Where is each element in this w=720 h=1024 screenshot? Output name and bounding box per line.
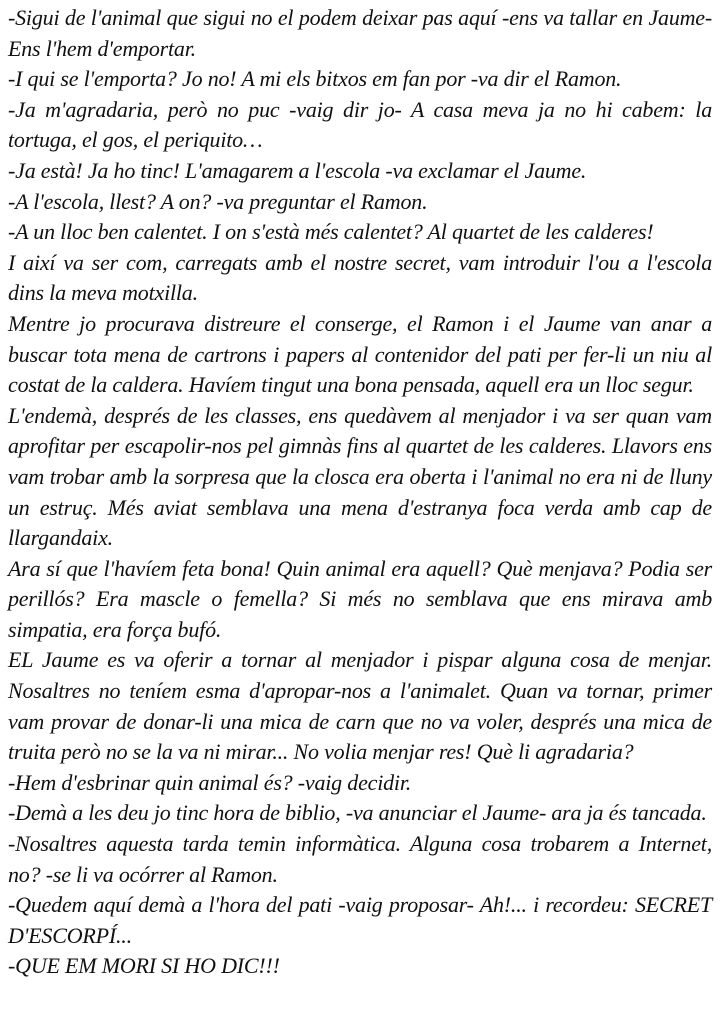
paragraph: -A un lloc ben calentet. I on s'està més calentet? Al quartet de les calderes!: [8, 219, 654, 245]
paragraph: -Ja està! Ja ho tinc! L'amagarem a l'escola -va exclamar el Jaume.: [8, 157, 587, 183]
paragraph: Ara sí que l'havíem feta bona! Quin animal era aquell? Què menjava? Podia ser perillós? Era mascle o femella? Si més no semblava que ens mirava amb simpatia, era força bufó.: [8, 555, 712, 642]
paragraph: -I qui se l'emporta? Jo no! A mi els bitxos em fan por -va dir el Ramon.: [8, 66, 622, 92]
paragraph: -QUE EM MORI SI HO DIC!!!: [8, 953, 280, 979]
paragraph: -Ja m'agradaria, però no puc -vaig dir jo- A casa meva ja no hi cabem: la tortuga, el gos, el periquito…: [8, 96, 712, 153]
paragraph: -Nosaltres aquesta tarda temin informàtica. Alguna cosa trobarem a Internet, no? -se li va ocórrer al Ramon.: [8, 831, 712, 887]
paragraph: -Demà a les deu jo tinc hora de biblio, -va anunciar el Jaume- ara ja és tancada.: [8, 800, 707, 826]
paragraph: L'endemà, després de les classes, ens quedàvem al menjador i va ser quan vam aprofitar per escapolir-nos pel gimnàs fins al quartet de les calderes. Llavors ens vam trobar amb la sorpresa que la closca era oberta i l'animal no era ni de lluny un estruç. Més aviat semblava una mena d'estranya foca verda amb cap de llargandaix.: [8, 402, 712, 551]
paragraph: -Sigui de l'animal que sigui no el podem deixar pas aquí -ens va tallar en Jaume- Ens l'hem d'emportar.: [8, 5, 712, 61]
paragraph: Mentre jo procurava distreure el conserge, el Ramon i el Jaume van anar a buscar tota mena de cartrons i papers al contenidor del pati per fer-li un niu al costat de la caldera. Havíem tingut una bona pensada, aquell era un lloc segur.: [8, 310, 712, 398]
paragraph: -Hem d'esbrinar quin animal és? -vaig decidir.: [8, 769, 412, 795]
paragraph: -A l'escola, llest? A on? -va preguntar el Ramon.: [8, 188, 428, 214]
paragraph: -Quedem aquí demà a l'hora del pati -vaig proposar- Ah!... i recordeu: SECRET D'ESCORPÍ...: [8, 892, 712, 948]
paragraph: I així va ser com, carregats amb el nostre secret, vam introduir l'ou a l'escola dins la meva motxilla.: [8, 249, 712, 306]
paragraph: EL Jaume es va oferir a tornar al menjador i pispar alguna cosa de menjar. Nosaltres no teníem esma d'apropar-nos a l'animalet. Quan va tornar, primer vam provar de donar-li una mica de carn que no va voler, després una mica de truita però no se la va ni mirar... No volia menjar res! Què li agradaria?: [8, 647, 712, 765]
